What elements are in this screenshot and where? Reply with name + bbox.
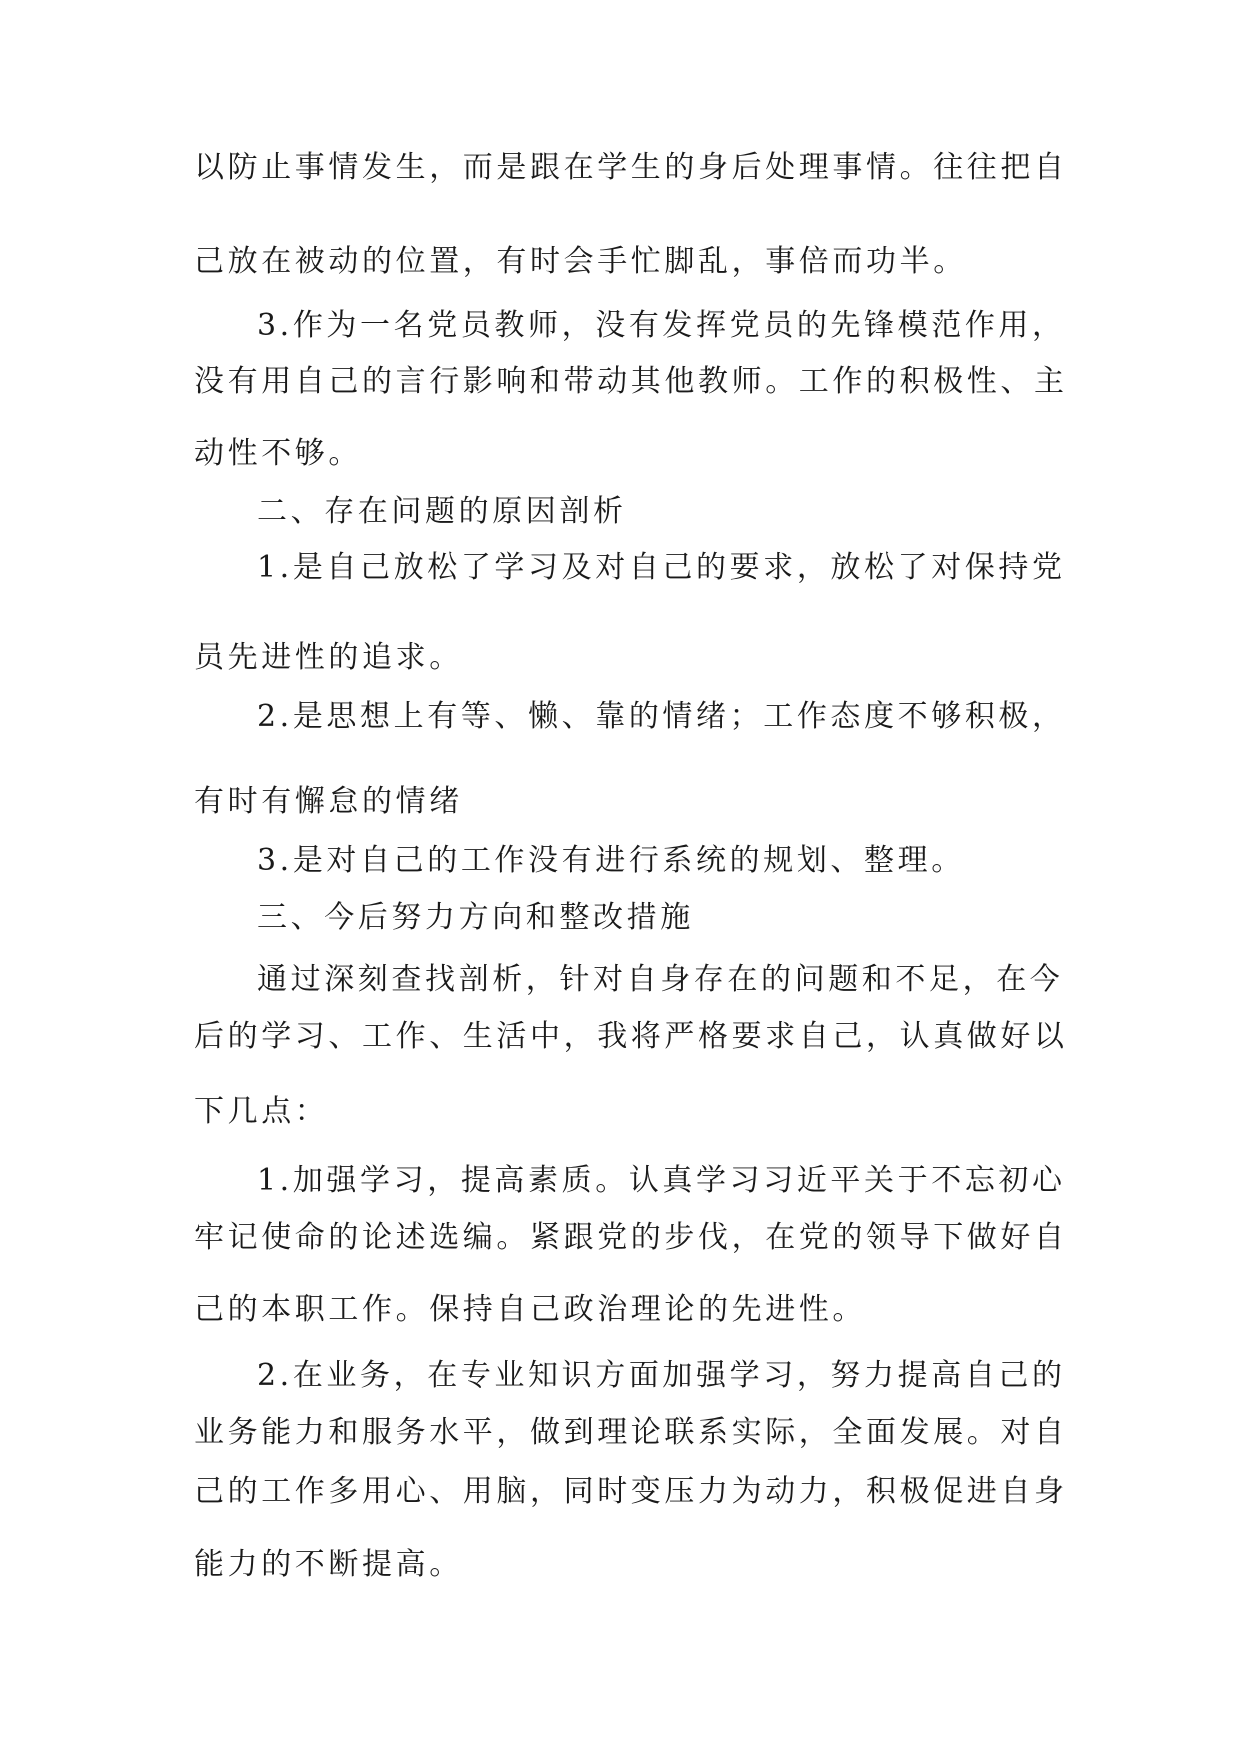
text-line: 1.是自己放松了学习及对自己的要求，放松了对保持党 <box>257 550 1066 585</box>
text-line: 以防止事情发生，而是跟在学生的身后处理事情。往往把自 <box>194 150 1068 185</box>
text-line: 后的学习、工作、生活中，我将严格要求自己，认真做好以 <box>194 1019 1068 1054</box>
text-line: 有时有懈怠的情绪 <box>194 784 463 819</box>
text-line: 3.作为一名党员教师，没有发挥党员的先锋模范作用， <box>257 308 1066 343</box>
text-line: 2.是思想上有等、懒、靠的情绪；工作态度不够积极， <box>257 699 1066 734</box>
text-line: 牢记使命的论述选编。紧跟党的步伐，在党的领导下做好自 <box>194 1220 1068 1255</box>
section-heading: 三、今后努力方向和整改措施 <box>257 900 694 935</box>
text-line: 3.是对自己的工作没有进行系统的规划、整理。 <box>257 843 965 878</box>
text-line: 下几点： <box>194 1094 329 1129</box>
section-heading: 二、存在问题的原因剖析 <box>257 494 627 529</box>
text-line: 员先进性的追求。 <box>194 640 463 675</box>
text-line: 业务能力和服务水平，做到理论联系实际，全面发展。对自 <box>194 1415 1068 1450</box>
text-line: 没有用自己的言行影响和带动其他教师。工作的积极性、主 <box>194 364 1068 399</box>
text-line: 动性不够。 <box>194 436 362 471</box>
text-line: 能力的不断提高。 <box>194 1547 463 1582</box>
text-line: 己的工作多用心、用脑，同时变压力为动力，积极促进自身 <box>194 1474 1068 1509</box>
text-line: 2.在业务，在专业知识方面加强学习，努力提高自己的 <box>257 1358 1066 1393</box>
text-line: 1.加强学习，提高素质。认真学习习近平关于不忘初心 <box>257 1163 1066 1198</box>
text-line: 己放在被动的位置，有时会手忙脚乱，事倍而功半。 <box>194 244 967 279</box>
text-line: 通过深刻查找剖析，针对自身存在的问题和不足，在今 <box>257 962 1064 997</box>
text-line: 己的本职工作。保持自己政治理论的先进性。 <box>194 1292 866 1327</box>
